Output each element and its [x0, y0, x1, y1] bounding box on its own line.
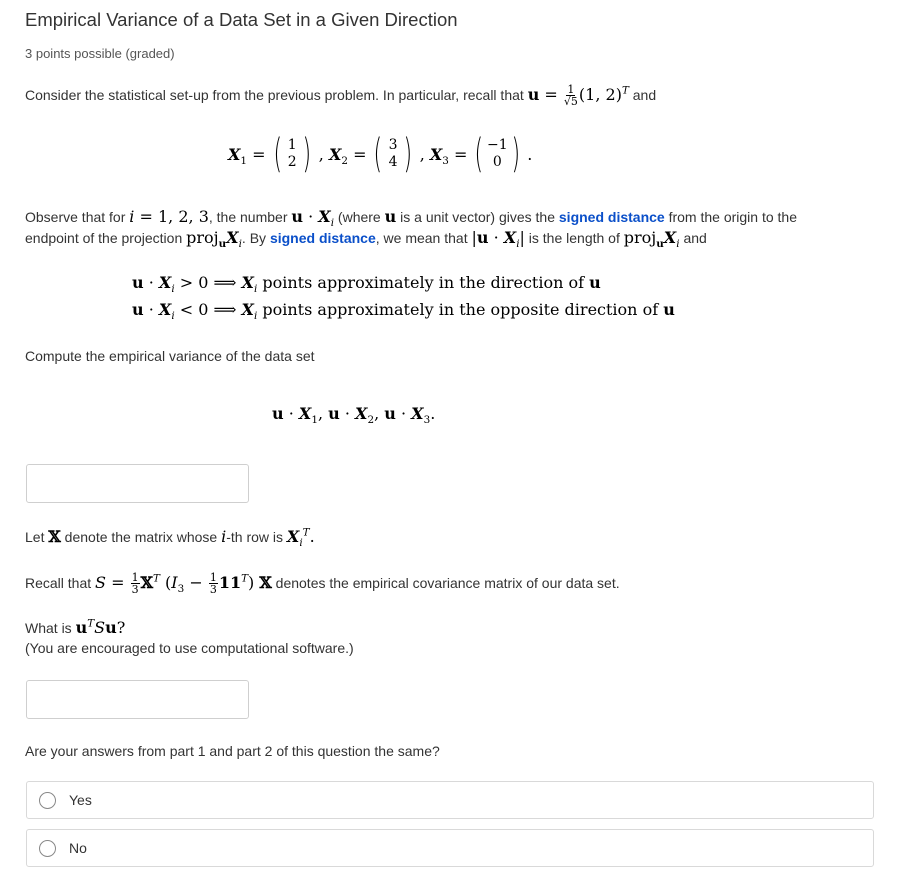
part2-answer-input[interactable] — [26, 680, 249, 719]
radio-no[interactable] — [39, 840, 56, 857]
implication-positive: $u \cdot X_i > 0$ ⟹ $X_i$ points approximately in the direction of u — [132, 273, 601, 296]
software-note: (You are encouraged to use computational software.) — [25, 640, 354, 656]
intro-line: Consider the statistical set-up from the previous problem. In particular, recall that u = $\frac{1}{√5}$ (1, 2)$^T$ and — [25, 83, 657, 108]
implication-negative: $u \cdot X_i < 0$ ⟹ $X_i$ points approximately in the opposite direction of u — [132, 300, 675, 323]
recall-covariance-line: Recall that S = $\frac{1}{3}$ 𝕏$^T$ ($I_3$ − $\frac{1}{3}$ $11^T$) 𝕏 denotes the empirical covariance matrix of our data set. — [25, 571, 620, 596]
compute-prompt: Compute the empirical variance of the data set — [25, 348, 315, 364]
points-possible: 3 points possible (graded) — [25, 46, 175, 61]
projected-data-set: $u \cdot X_1$, $u \cdot X_2$, $u \cdot X_3$. — [272, 404, 436, 427]
observe-line-2: endpoint of the projection $proj_uX_i$. By signed distance, we mean that $|u \cdot X_i|$ is the length of $proj_uX_i$ and — [25, 228, 707, 251]
same-question: Are your answers from part 1 and part 2 of this question the same? — [25, 743, 440, 759]
let-matrix-line: Let 𝕏 denote the matrix whose i-th row is $X_i^T$. — [25, 526, 315, 550]
choice-no-label: No — [69, 840, 87, 856]
part1-answer-input[interactable] — [26, 464, 249, 503]
choice-no[interactable] — [26, 829, 874, 867]
radio-yes[interactable] — [39, 792, 56, 809]
choice-yes[interactable] — [26, 781, 874, 819]
choice-yes-label: Yes — [69, 792, 92, 808]
what-is-line: What is $u^TSu$? — [25, 617, 126, 637]
problem-title: Empirical Variance of a Data Set in a Given Direction — [25, 9, 458, 30]
data-vectors: $X_1$ = ( 1 2 ) , $X_2$ = ( 3 4 ) , $X_3$ = ( −1 0 ) . — [228, 131, 533, 177]
observe-line-1: Observe that for i = 1, 2, 3, the number $u \cdot X_i$ (where u is a unit vector) gives the signed distance from the origin to the — [25, 207, 797, 230]
